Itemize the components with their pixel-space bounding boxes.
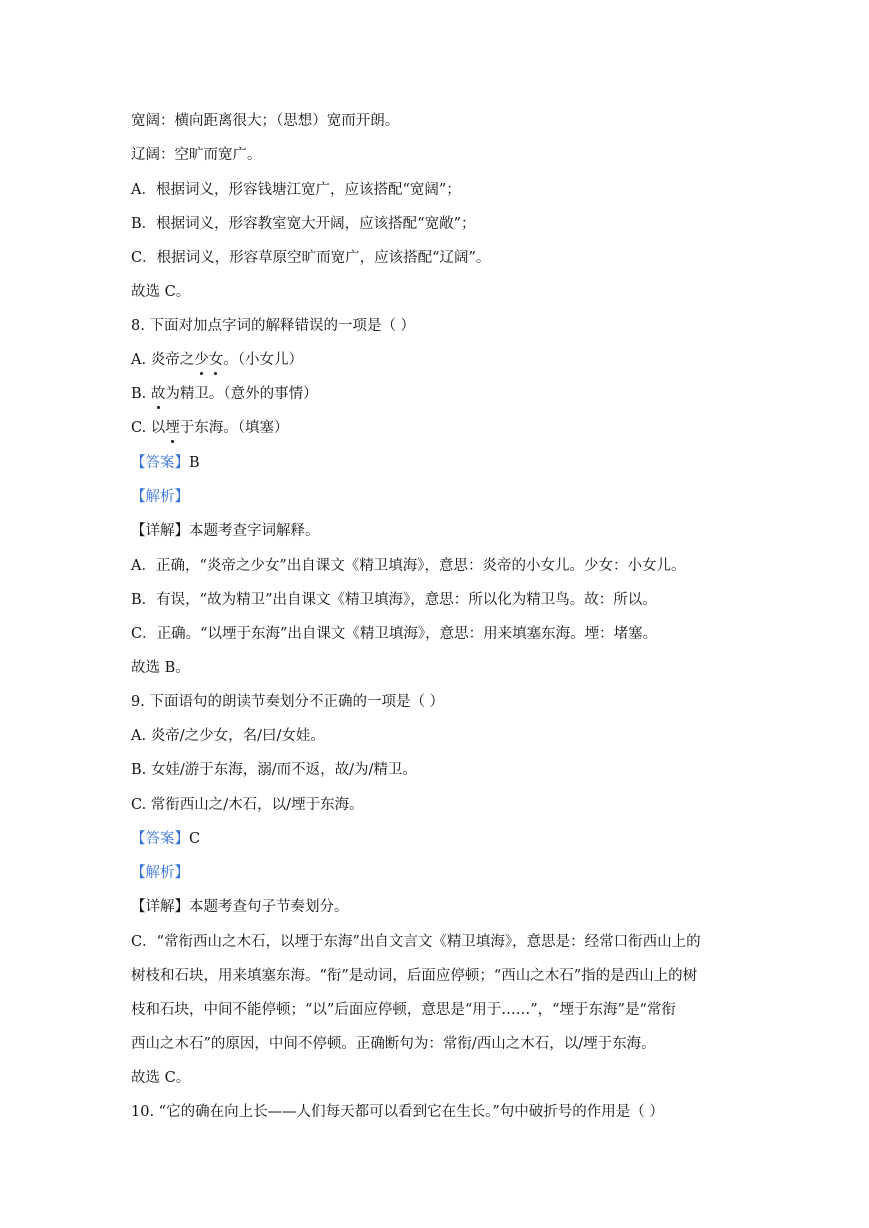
analysis-label: 解析 <box>145 489 175 505</box>
dotted-char-gu: 故 <box>150 386 166 402</box>
detail-open-bracket: 【 <box>131 899 146 915</box>
detail-8 <box>131 521 741 541</box>
selection-9: 故选 C。 <box>131 1070 191 1086</box>
detail-open-bracket: 【 <box>131 523 146 539</box>
dotted-char-yin: 堙 <box>165 420 180 436</box>
question-9-option-a: A. 炎帝/之少女，名/曰/女娃。 <box>131 728 325 744</box>
answer-open-bracket: 【 <box>131 831 146 847</box>
answer-value: C <box>189 831 201 847</box>
analysis-9 <box>131 863 741 883</box>
option-b-prefix: B. <box>131 386 151 402</box>
answer-8 <box>131 453 741 473</box>
definition-kuankuo: 宽阔：横向距离很大；（思想）宽而开朗。 <box>131 113 400 129</box>
answer-label: 答案 <box>145 831 175 847</box>
option-c-suffix: 于东海。（填塞） <box>179 420 289 436</box>
dotted-char-nv: 女 <box>208 352 224 368</box>
analysis-close-bracket: 】 <box>174 865 189 881</box>
explanation-9-line-2: 树枝和石块，用来填塞东海。“衔”是动词，后面应停顿；“西山之木石”指的是西山上的树 <box>131 968 698 984</box>
analysis-open-bracket: 【 <box>131 865 146 881</box>
option-b-suffix: 为精卫。（意外的事情） <box>165 386 318 402</box>
question-8-option-a <box>131 350 741 370</box>
option-a-suffix: 。（小女儿） <box>223 352 303 368</box>
option-a-prefix: A. 炎帝之 <box>131 352 195 368</box>
answer-value: B <box>189 455 200 471</box>
analysis-open-bracket: 【 <box>131 489 146 505</box>
selection-7: 故选 C。 <box>131 284 191 300</box>
answer-label: 答案 <box>145 455 175 471</box>
analysis-8 <box>131 487 741 507</box>
option-c-prefix: C. 以 <box>131 420 166 436</box>
detail-close-bracket: 】 <box>174 899 189 915</box>
explanation-a: A．根据词义，形容钱塘江宽广，应该搭配“宽阔”； <box>131 182 461 198</box>
detail-text: 本题考查字词解释。 <box>189 523 320 539</box>
answer-open-bracket: 【 <box>131 455 146 471</box>
question-8-option-c <box>131 418 741 438</box>
detail-text: 本题考查句子节奏划分。 <box>189 899 349 915</box>
detail-label: 详解 <box>145 899 175 915</box>
explanation-9-line-4: 西山之木石”的原因，中间不停顿。正确断句为：常衔/西山之木石，以/堙于东海。 <box>131 1036 656 1052</box>
explanation-c: C．根据词义，形容草原空旷而宽广，应该搭配“辽阔”。 <box>131 250 491 266</box>
explanation-8b: B．有误，“故为精卫”出自课文《精卫填海》，意思：所以化为精卫鸟。故：所以。 <box>131 592 657 608</box>
question-9-option-b: B. 女娃/游于东海，溺/而不返，故/为/精卫。 <box>131 762 417 778</box>
explanation-b: B．根据词义，形容教室宽大开阔，应该搭配“宽敞”； <box>131 216 476 232</box>
selection-8: 故选 B。 <box>131 660 190 676</box>
detail-label: 详解 <box>145 523 175 539</box>
definition-liaokuo: 辽阔：空旷而宽广。 <box>131 147 262 163</box>
dotted-char-shao: 少 <box>194 352 209 368</box>
question-10: 10. “它的确在向上长——人们每天都可以看到它在生长。”句中破折号的作用是（ ） <box>131 1104 664 1120</box>
answer-close-bracket: 】 <box>174 455 189 471</box>
explanation-9-line-3: 枝和石块，中间不能停顿；“以”后面应停顿，意思是“用于……”，“堙于东海”是“常衔 <box>131 1002 676 1018</box>
answer-9 <box>131 829 741 849</box>
question-9: 9. 下面语句的朗读节奏划分不正确的一项是（ ） <box>131 694 445 710</box>
detail-9 <box>131 897 741 917</box>
analysis-close-bracket: 】 <box>174 489 189 505</box>
explanation-9-line-1: C．“常衔西山之木石，以堙于东海”出自文言文《精卫填海》，意思是：经常口衔西山上的 <box>131 934 701 950</box>
explanation-8c: C．正确。“以堙于东海”出自课文《精卫填海》，意思：用来填塞东海。堙：堵塞。 <box>131 626 658 642</box>
question-9-option-c: C. 常衔西山之/木石，以/堙于东海。 <box>131 797 364 813</box>
detail-close-bracket: 】 <box>174 523 189 539</box>
analysis-label: 解析 <box>145 865 175 881</box>
question-8: 8. 下面对加点字词的解释错误的一项是（ ） <box>131 318 416 334</box>
answer-close-bracket: 】 <box>174 831 189 847</box>
question-8-option-b <box>131 384 741 404</box>
explanation-8a: A．正确，“炎帝之少女”出自课文《精卫填海》，意思：炎帝的小女儿。少女：小女儿。 <box>131 558 686 574</box>
